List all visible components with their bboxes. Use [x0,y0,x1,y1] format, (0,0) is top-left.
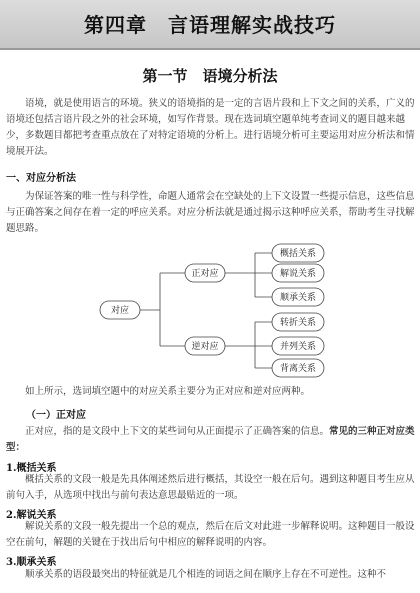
positive-types-lead: 常见的三种正对应类型： [6,426,415,453]
chapter-title: 第四章 言语理解实战技巧 [84,13,336,37]
branch-label-positive: 正对应 [191,269,219,279]
item-text: 解说关系的文段一般先提出一个总的观点，然后在后文对此进一步解释说明。这种题目一般设空在前句，解题的关键在于找出后句中相应的解释说明的内容。 [6,521,415,548]
positive-paragraph-text: 正对应，指的是文段中上下文的某些词句从正面提示了正确答案的信息。 [25,426,330,437]
item-text: 顺承关系的语段最突出的特征就是几个相连的词语之间在顺序上存在不可逆性。这种不 [25,569,387,580]
leaf-label: 顺承关系 [279,293,317,303]
root-label: 对应 [110,306,130,316]
intro-paragraph: 语境，就是使用语言的环境。狭义的语境指的是一定的言语片段和上下文之间的关系，广义的语境还包括言语片段之外的社会环境，如写作背景。现在选词填空题单纯考查词义的题目越来越少，多数题目都把考查重点放在了对特定语境的分析上。进行语境分析可主要运用对应分析法和情境展开法。 [6,98,415,157]
positive-heading: （一）正对应 [26,410,86,421]
item-heading: 3.顺承关系 [6,557,57,568]
subsection-heading: 一、对应分析法 [6,173,76,184]
leaf-label: 并列关系 [279,342,317,352]
positive-paragraph [6,424,416,456]
subsection-paragraph: 为保证答案的唯一性与科学性，命题人通常会在空缺处的上下文设置一些提示信息，这些信息与正确答案之间存在着一定的呼应关系。对应分析法就是通过揭示这种呼应关系，帮助考生寻找解题思路。 [6,191,415,234]
leaf-label: 转折关系 [279,318,317,328]
section-title: 第一节 语境分析法 [142,67,278,85]
leaf-label: 背离关系 [279,364,317,374]
after-diagram-text: 如上所示，选词填空题中的对应关系主要分为正对应和逆对应两种。 [25,386,311,397]
leaf-label: 解说关系 [279,269,317,279]
item-text: 概括关系的文段一般是先具体阐述然后进行概括，其设空一般在后句。遇到这种题目考生应从前句入手，从选项中找出与前句表达意思最贴近的一项。 [6,474,415,501]
item-heading: 2.解说关系 [6,510,57,521]
item-heading: 1.概括关系 [6,463,57,474]
branch-label-negative: 逆对应 [191,342,219,352]
leaf-label: 概括关系 [279,249,317,259]
